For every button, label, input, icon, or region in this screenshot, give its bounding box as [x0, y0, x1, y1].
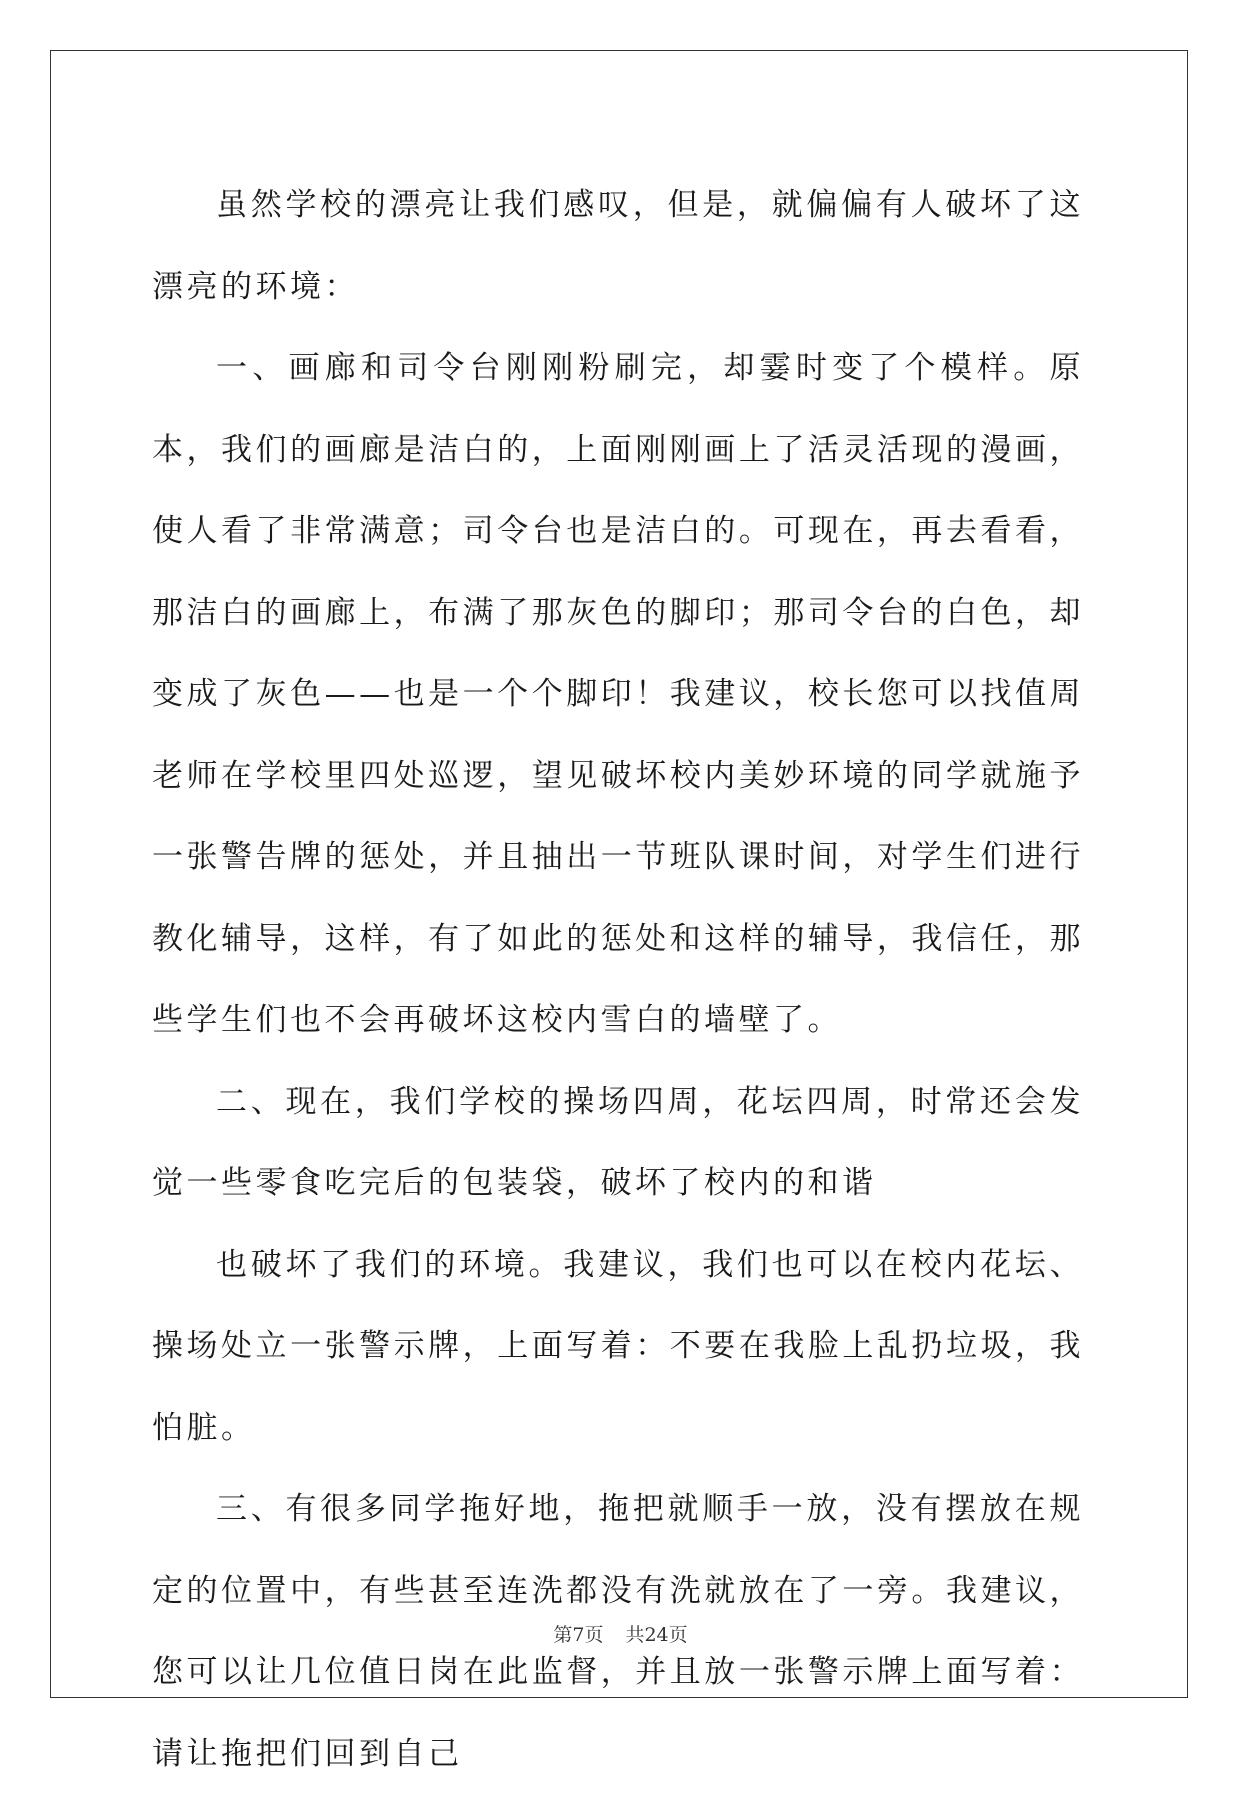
page-number: 第7页	[553, 1624, 604, 1646]
document-body	[152, 165, 1084, 1795]
paragraph-point-one: 一、画廊和司令台刚刚粉刷完，却霎时变了个模样。原本，我们的画廊是洁白的，上面刚刚画上了活灵活现的漫画，使人看了非常满意；司令台也是洁白的。可现在，再去看看，那洁白的画廊上，布满了那灰色的脚印；那司令台的白色，却变成了灰色——也是一个个脚印！我建议，校长您可以找值周老师在学校里四处巡逻，望见破坏校内美妙环境的同学就施予一张警告牌的惩处，并且抽出一节班队课时间，对学生们进行教化辅导，这样，有了如此的惩处和这样的辅导，我信任，那些学生们也不会再破坏这校内雪白的墙壁了。	[152, 350, 1084, 1038]
page-total: 共24页	[625, 1624, 688, 1646]
paragraph-point-two-continued: 也破坏了我们的环境。我建议，我们也可以在校内花坛、操场处立一张警示牌，上面写着：不要在我脸上乱扔垃圾，我怕脏。	[152, 1246, 1084, 1446]
paragraph-intro: 虽然学校的漂亮让我们感叹，但是，就偏偏有人破坏了这漂亮的环境：	[152, 187, 1084, 305]
paragraph-point-three: 三、有很多同学拖好地，拖把就顺手一放，没有摆放在规定的位置中，有些甚至连洗都没有洗就放在了一旁。我建议，您可以让几位值日岗在此监督，并且放一张警示牌上面写着：请让拖把们回到自己	[152, 1491, 1084, 1772]
page-footer	[0, 1620, 1241, 1647]
paragraph-point-two: 二、现在，我们学校的操场四周，花坛四周，时常还会发觉一些零食吃完后的包装袋，破坏了校内的和谐	[152, 1083, 1084, 1201]
